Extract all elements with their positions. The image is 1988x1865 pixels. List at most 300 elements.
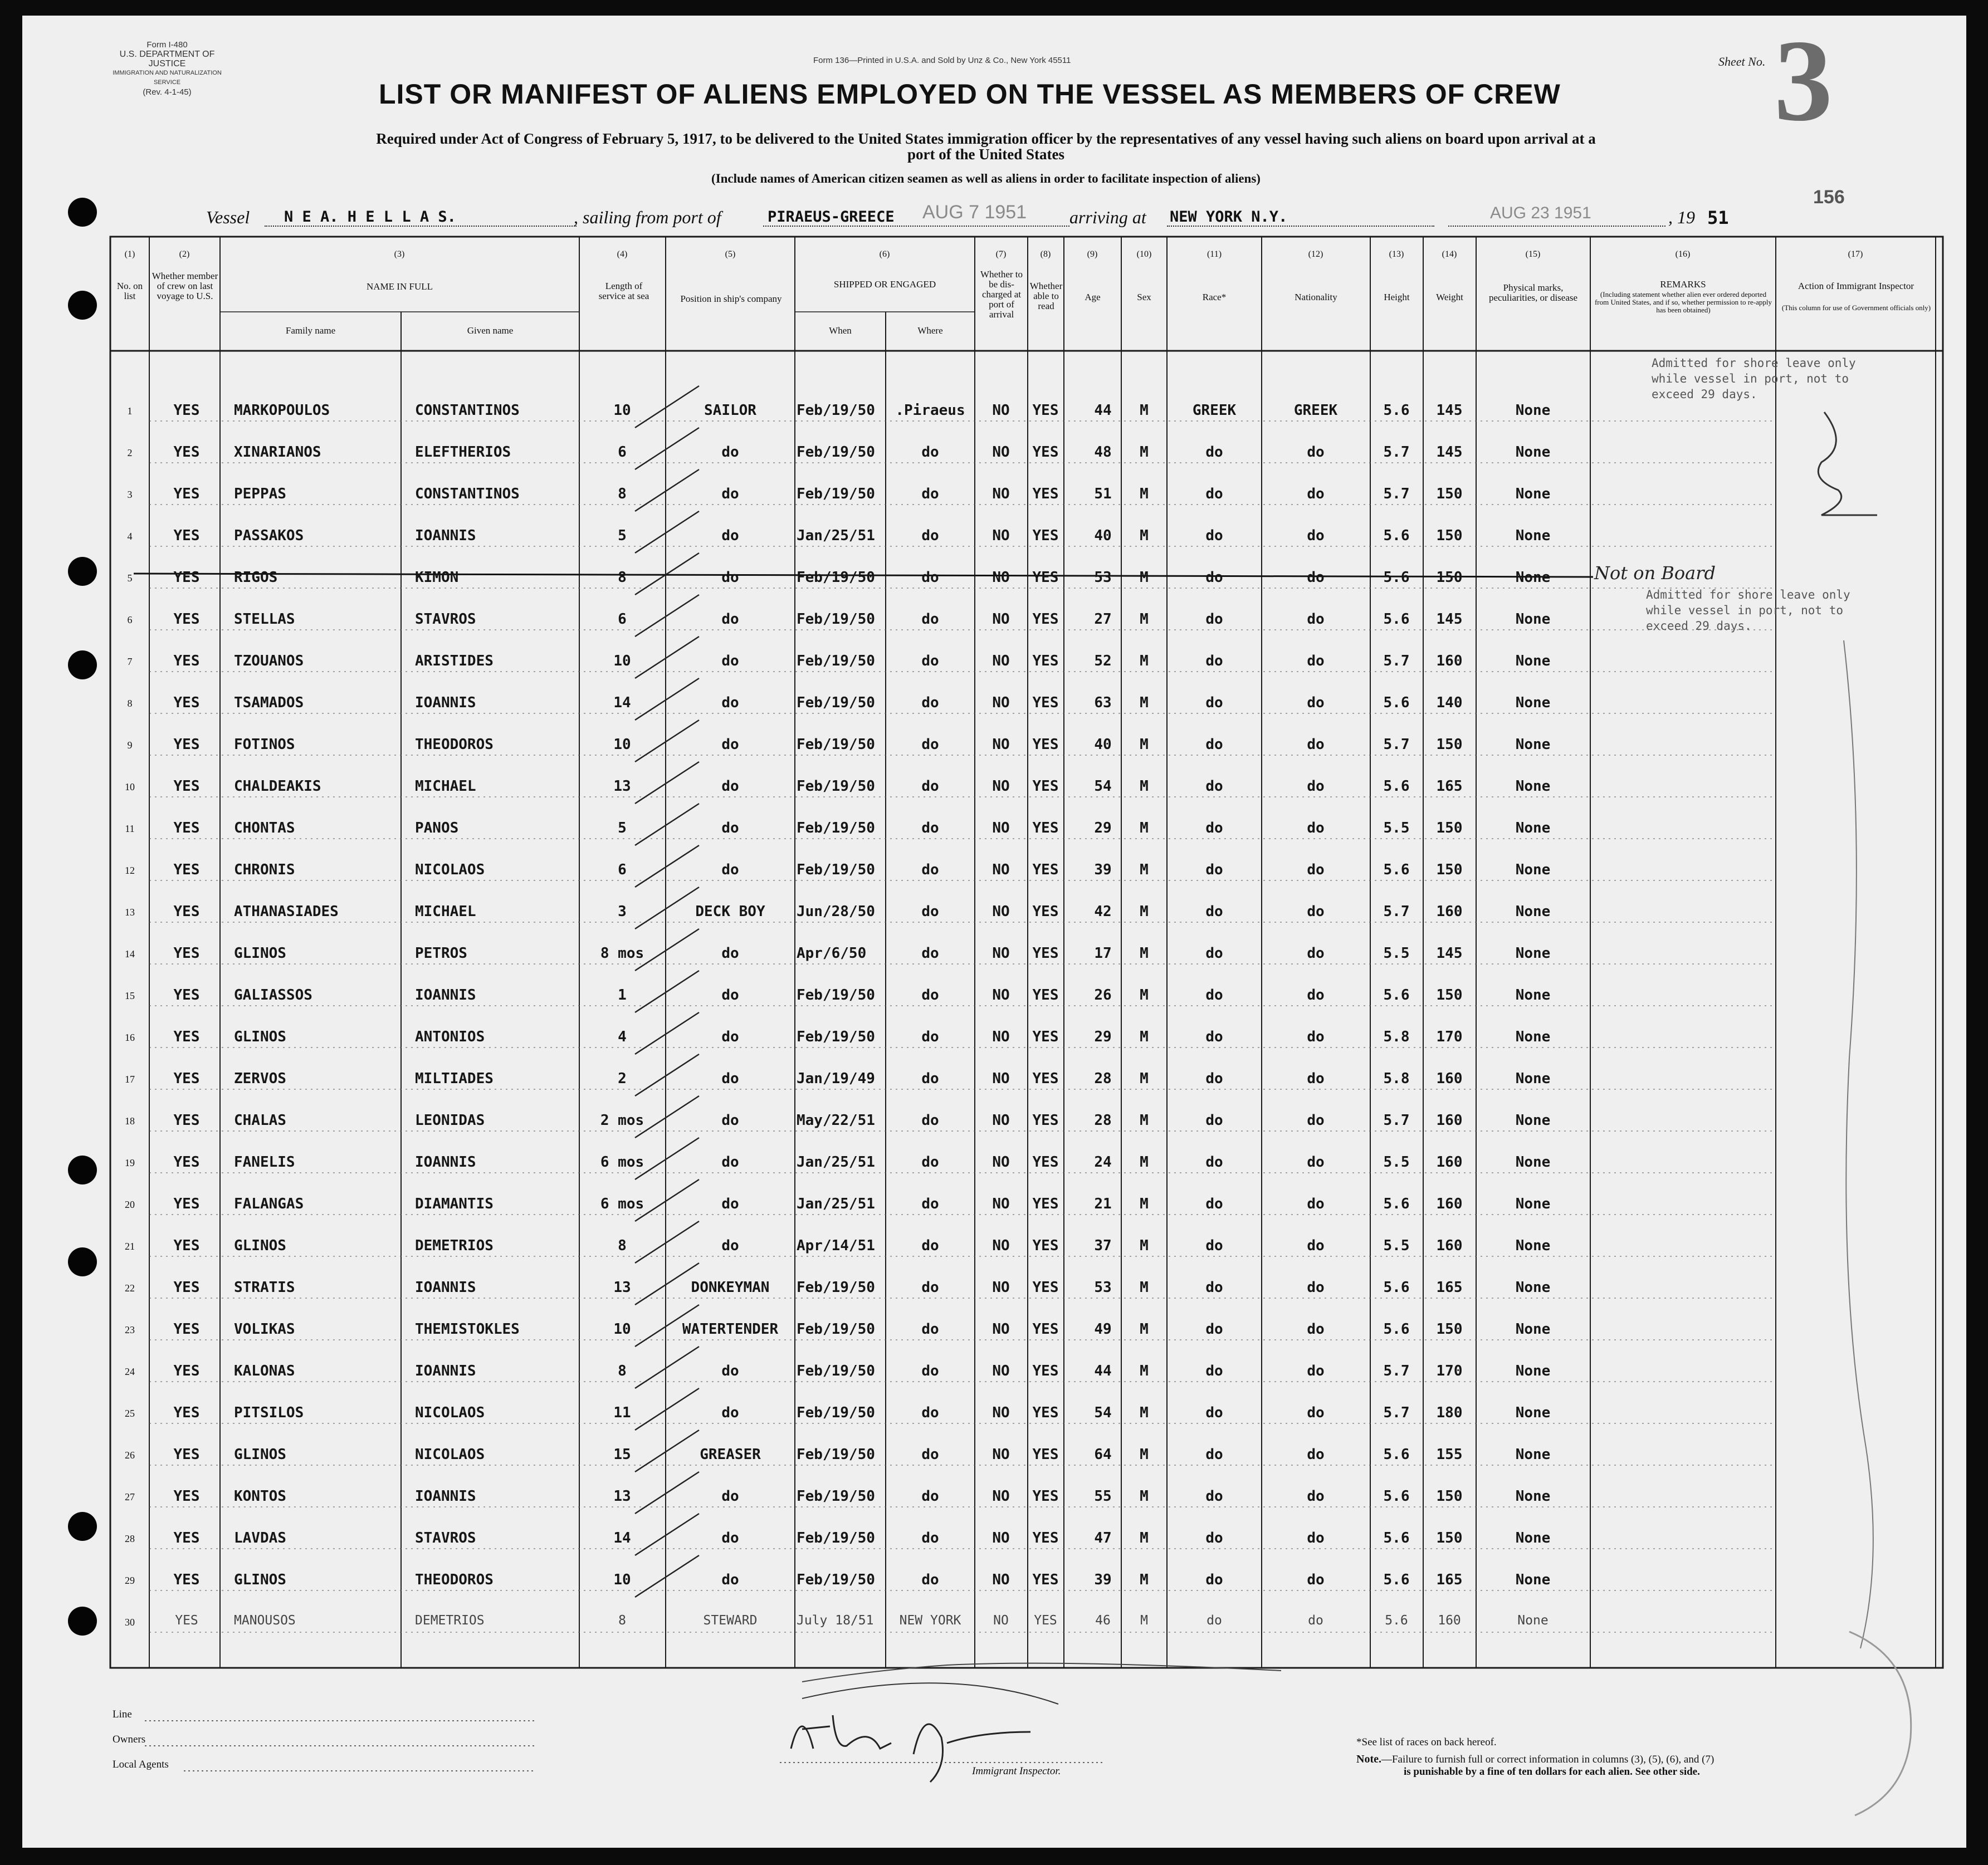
position-cell: do xyxy=(721,1404,739,1421)
service-length-cell: 10 xyxy=(613,1321,631,1338)
column-number: (9) xyxy=(1087,249,1098,259)
nationality-cell: do xyxy=(1307,1446,1325,1463)
physical-marks-cell: None xyxy=(1515,987,1551,1004)
crew-member-cell: YES xyxy=(173,945,200,962)
col-header-no: No. on list xyxy=(116,281,143,301)
column-number: (2) xyxy=(179,249,190,259)
family-name-cell: VOLIKAS xyxy=(234,1321,295,1338)
given-name-cell: THEMISTOKLES xyxy=(415,1321,520,1338)
footer-owners-label: Owners xyxy=(113,1734,146,1745)
revision: (Rev. 4-1-45) xyxy=(143,87,192,97)
given-name-cell: DIAMANTIS xyxy=(415,1196,494,1212)
sex-cell: M xyxy=(1140,1488,1149,1505)
able-to-read-cell: YES xyxy=(1032,903,1059,920)
physical-marks-cell: None xyxy=(1515,1404,1551,1421)
age-cell: 27 xyxy=(1094,611,1112,628)
crew-member-cell: YES xyxy=(173,1530,200,1546)
row-number: 6 xyxy=(127,614,133,625)
weight-cell: 150 xyxy=(1436,486,1463,502)
race-cell: do xyxy=(1205,1572,1223,1588)
able-to-read-cell: YES xyxy=(1032,1488,1059,1505)
age-cell: 28 xyxy=(1094,1112,1112,1129)
height-cell: 5.7 xyxy=(1383,903,1410,920)
position-cell: do xyxy=(721,653,739,669)
shipped-where-cell: do xyxy=(921,1279,939,1296)
shipped-where-cell: do xyxy=(921,1446,939,1463)
sex-cell: M xyxy=(1140,945,1149,962)
race-cell: do xyxy=(1205,527,1223,544)
physical-marks-cell: None xyxy=(1515,778,1551,795)
race-cell: do xyxy=(1205,736,1223,753)
weight-cell: 180 xyxy=(1436,1404,1463,1421)
race-cell: do xyxy=(1205,1404,1223,1421)
weight-cell: 165 xyxy=(1436,1572,1463,1588)
discharged-cell: NO xyxy=(992,1530,1010,1546)
sex-cell: M xyxy=(1140,1321,1149,1338)
weight-cell: 160 xyxy=(1436,1154,1463,1171)
weight-cell: 160 xyxy=(1436,1196,1463,1212)
weight-cell: 150 xyxy=(1436,736,1463,753)
weight-cell: 170 xyxy=(1436,1029,1463,1045)
race-cell: do xyxy=(1205,945,1223,962)
col-header-family: Family name xyxy=(285,325,336,336)
row-number: 16 xyxy=(125,1032,135,1043)
col-header-remarks: REMARKS xyxy=(1660,279,1706,290)
subtitle-include: (Include names of American citizen seamen as well as aliens in order to facilitate inspection of aliens) xyxy=(711,172,1261,185)
shipped-where-cell: do xyxy=(921,736,939,753)
footer-agents-label: Local Agents xyxy=(113,1759,169,1770)
service-length-cell: 13 xyxy=(613,778,631,795)
penalty-note: Note.—Failure to furnish full or correct information in columns (3), (5), (6), and (7) is punishable by a fine of ten dollars for each alien. See other side. xyxy=(1356,1753,1715,1778)
col-header-read: Whether able to read xyxy=(1029,281,1063,311)
col-header-marks: Physical marks, peculiarities, or disease xyxy=(1488,282,1578,303)
age-cell: 40 xyxy=(1094,736,1112,753)
crew-member-cell: YES xyxy=(173,1154,200,1171)
height-cell: 5.5 xyxy=(1383,820,1410,836)
family-name-cell: TZOUANOS xyxy=(234,653,304,669)
family-name-cell: GLINOS xyxy=(234,1572,286,1588)
crew-member-cell: YES xyxy=(173,820,200,836)
shipped-when-cell: Jan/25/51 xyxy=(797,1196,875,1212)
shipped-when-cell: Jan/25/51 xyxy=(797,1154,875,1171)
crew-member-cell: YES xyxy=(173,987,200,1004)
column-number: (7) xyxy=(995,249,1007,259)
race-cell: do xyxy=(1205,444,1223,461)
nationality-cell: do xyxy=(1307,1279,1325,1296)
age-cell: 52 xyxy=(1094,653,1112,669)
shipped-when-cell: Feb/19/50 xyxy=(797,569,875,586)
shipped-when-cell: Feb/19/50 xyxy=(797,1321,875,1338)
sex-cell: M xyxy=(1140,1404,1149,1421)
row-number: 10 xyxy=(125,781,135,792)
family-name-cell: CHALDEAKIS xyxy=(234,778,321,795)
able-to-read-cell: YES xyxy=(1032,486,1059,502)
physical-marks-cell: None xyxy=(1515,653,1551,669)
age-cell: 48 xyxy=(1094,444,1112,461)
nationality-cell: do xyxy=(1307,1363,1325,1379)
physical-marks-cell: None xyxy=(1515,861,1551,878)
age-cell: 64 xyxy=(1094,1446,1112,1463)
physical-marks-cell: None xyxy=(1515,1237,1551,1254)
given-name-cell: IOANNIS xyxy=(415,987,476,1004)
discharged-cell: NO xyxy=(992,736,1010,753)
sex-cell: M xyxy=(1140,987,1149,1004)
family-name-cell: CHRONIS xyxy=(234,861,295,878)
able-to-read-cell: YES xyxy=(1032,778,1059,795)
shipped-when-cell: Jan/19/49 xyxy=(797,1070,875,1087)
shipped-where-cell: do xyxy=(921,611,939,628)
service-length-cell: 6 xyxy=(618,444,627,461)
position-cell: do xyxy=(721,1572,739,1588)
column-number: (13) xyxy=(1389,249,1404,259)
position-cell: do xyxy=(721,861,739,878)
weight-cell: 150 xyxy=(1436,1488,1463,1505)
position-cell: do xyxy=(721,778,739,795)
col-header-race: Race* xyxy=(1202,292,1227,302)
physical-marks-cell: None xyxy=(1515,694,1551,711)
crew-member-cell: YES xyxy=(173,1279,200,1296)
column-number: (11) xyxy=(1207,249,1222,259)
service-length-cell: 14 xyxy=(613,694,631,711)
sex-cell: M xyxy=(1140,1196,1149,1212)
able-to-read-cell: YES xyxy=(1032,1404,1059,1421)
column-number: (1) xyxy=(124,249,135,259)
service: IMMIGRATION AND NATURALIZATION SERVICE xyxy=(113,70,222,86)
sailing-label: , sailing from port of xyxy=(574,207,721,227)
department: U.S. DEPARTMENT OF JUSTICE xyxy=(119,50,215,68)
height-cell: 5.6 xyxy=(1383,611,1410,628)
service-length-cell: 8 xyxy=(618,569,627,586)
position-cell: WATERTENDER xyxy=(682,1321,779,1338)
race-cell: GREEK xyxy=(1192,402,1237,419)
discharged-cell: NO xyxy=(992,1196,1010,1212)
family-name-cell: STELLAS xyxy=(234,611,295,628)
shipped-where-cell: do xyxy=(921,903,939,920)
height-cell: 5.5 xyxy=(1383,1154,1410,1171)
col-header-action: Action of Immigrant Inspector xyxy=(1797,281,1914,291)
shipped-when-cell: Feb/19/50 xyxy=(797,1488,875,1505)
row-number: 17 xyxy=(125,1074,135,1085)
crew-member-cell: YES xyxy=(173,569,200,586)
age-cell: 55 xyxy=(1094,1488,1112,1505)
weight-cell: 160 xyxy=(1438,1613,1461,1628)
height-cell: 5.8 xyxy=(1383,1070,1410,1087)
sex-cell: M xyxy=(1140,1237,1149,1254)
col-header-sex: Sex xyxy=(1137,292,1151,302)
physical-marks-cell: None xyxy=(1515,402,1551,419)
position-cell: do xyxy=(721,1112,739,1129)
shipped-where-cell: do xyxy=(921,1070,939,1087)
shipped-where-cell: do xyxy=(921,527,939,544)
family-name-cell: STRATIS xyxy=(234,1279,295,1296)
discharged-cell: NO xyxy=(992,653,1010,669)
age-cell: 47 xyxy=(1094,1530,1112,1546)
shipped-when-cell: Feb/19/50 xyxy=(797,861,875,878)
position-cell: do xyxy=(721,945,739,962)
physical-marks-cell: None xyxy=(1515,1488,1551,1505)
age-cell: 29 xyxy=(1094,820,1112,836)
family-name-cell: CHALAS xyxy=(234,1112,286,1129)
age-cell: 21 xyxy=(1094,1196,1112,1212)
col-header-position: Position in ship's company xyxy=(680,293,782,304)
discharged-cell: NO xyxy=(992,1154,1010,1171)
inspector-label: Immigrant Inspector. xyxy=(972,1765,1061,1777)
col-header-weight: Weight xyxy=(1436,292,1463,302)
service-length-cell: 4 xyxy=(618,1029,627,1045)
service-length-cell: 3 xyxy=(618,903,627,920)
family-name-cell: GLINOS xyxy=(234,1237,286,1254)
physical-marks-cell: None xyxy=(1515,903,1551,920)
sex-cell: M xyxy=(1140,444,1149,461)
family-name-cell: FANELIS xyxy=(234,1154,295,1171)
family-name-cell: GLINOS xyxy=(234,1446,286,1463)
column-number: (6) xyxy=(879,249,890,259)
discharged-cell: NO xyxy=(992,861,1010,878)
shipped-when-cell: Feb/19/50 xyxy=(797,444,875,461)
sex-cell: M xyxy=(1140,569,1149,586)
given-name-cell: MICHAEL xyxy=(415,778,476,795)
age-cell: 40 xyxy=(1094,527,1112,544)
race-cell: do xyxy=(1205,1112,1223,1129)
discharged-cell: NO xyxy=(992,1321,1010,1338)
row-number: 9 xyxy=(127,740,133,751)
row-number: 1 xyxy=(127,405,133,417)
given-name-cell: IOANNIS xyxy=(415,694,476,711)
family-name-cell: PITSILOS xyxy=(234,1404,304,1421)
sex-cell: M xyxy=(1140,861,1149,878)
row-number: 13 xyxy=(125,907,135,918)
crew-member-cell: YES xyxy=(173,527,200,544)
race-cell: do xyxy=(1205,611,1223,628)
shipped-when-cell: Apr/6/50 xyxy=(797,945,867,962)
service-length-cell: 10 xyxy=(613,736,631,753)
race-cell: do xyxy=(1205,1196,1223,1212)
age-cell: 51 xyxy=(1094,486,1112,502)
position-cell: do xyxy=(721,987,739,1004)
height-cell: 5.6 xyxy=(1383,1488,1410,1505)
race-cell: do xyxy=(1205,1446,1223,1463)
discharged-cell: NO xyxy=(992,1029,1010,1045)
discharged-cell: NO xyxy=(992,778,1010,795)
col-header-when: When xyxy=(829,325,852,336)
form-number: Form I-480 xyxy=(146,40,188,50)
height-cell: 5.7 xyxy=(1383,653,1410,669)
crew-member-cell: YES xyxy=(173,444,200,461)
nationality-cell: do xyxy=(1307,444,1325,461)
row-number: 30 xyxy=(125,1617,135,1628)
discharged-cell: NO xyxy=(992,1112,1010,1129)
sex-cell: M xyxy=(1140,1279,1149,1296)
row-number: 3 xyxy=(127,489,133,500)
nationality-cell: do xyxy=(1307,527,1325,544)
service-length-cell: 6 xyxy=(618,611,627,628)
height-cell: 5.6 xyxy=(1383,987,1410,1004)
weight-cell: 150 xyxy=(1436,861,1463,878)
row-number: 24 xyxy=(125,1366,135,1377)
given-name-cell: STAVROS xyxy=(415,1530,476,1546)
position-cell: do xyxy=(721,820,739,836)
given-name-cell: NICOLAOS xyxy=(415,861,485,878)
shipped-when-cell: Feb/19/50 xyxy=(797,736,875,753)
family-name-cell: TSAMADOS xyxy=(234,694,304,711)
family-name-cell: ATHANASIADES xyxy=(234,903,339,920)
race-cell: do xyxy=(1205,1154,1223,1171)
able-to-read-cell: YES xyxy=(1032,1530,1059,1546)
able-to-read-cell: YES xyxy=(1032,736,1059,753)
shipped-where-cell: do xyxy=(921,820,939,836)
service-length-cell: 8 xyxy=(618,1237,627,1254)
family-name-cell: PEPPAS xyxy=(234,486,286,502)
race-cell: do xyxy=(1205,778,1223,795)
shipped-when-cell: Feb/19/50 xyxy=(797,1572,875,1588)
shipped-when-cell: Jan/25/51 xyxy=(797,527,875,544)
able-to-read-cell: YES xyxy=(1032,1321,1059,1338)
service-length-cell: 10 xyxy=(613,402,631,419)
position-cell: do xyxy=(721,1154,739,1171)
able-to-read-cell: YES xyxy=(1032,402,1059,419)
physical-marks-cell: None xyxy=(1515,1530,1551,1546)
shipped-when-cell: July 18/51 xyxy=(797,1613,874,1628)
shipped-when-cell: Feb/19/50 xyxy=(797,694,875,711)
family-name-cell: KONTOS xyxy=(234,1488,286,1505)
given-name-cell: LEONIDAS xyxy=(415,1112,485,1129)
given-name-cell: ELEFTHERIOS xyxy=(415,444,511,461)
nationality-cell: do xyxy=(1307,611,1325,628)
sheet-label: Sheet No. xyxy=(1718,55,1766,68)
given-name-cell: ARISTIDES xyxy=(415,653,494,669)
shipped-where-cell: do xyxy=(921,1572,939,1588)
family-name-cell: CHONTAS xyxy=(234,820,295,836)
service-length-cell: 10 xyxy=(613,1572,631,1588)
shipped-when-cell: Feb/19/50 xyxy=(797,1446,875,1463)
able-to-read-cell: YES xyxy=(1032,1363,1059,1379)
crew-member-cell: YES xyxy=(173,1321,200,1338)
crew-member-cell: YES xyxy=(173,861,200,878)
shipped-when-cell: Feb/19/50 xyxy=(797,820,875,836)
physical-marks-cell: None xyxy=(1515,1321,1551,1338)
sex-cell: M xyxy=(1140,778,1149,795)
family-name-cell: PASSAKOS xyxy=(234,527,304,544)
shipped-where-cell: .Piraeus xyxy=(895,402,965,419)
discharged-cell: NO xyxy=(992,611,1010,628)
sheet-number: 3 xyxy=(1774,16,1833,145)
given-name-cell: KIMON xyxy=(415,569,459,586)
able-to-read-cell: YES xyxy=(1032,1237,1059,1254)
position-cell: DECK BOY xyxy=(695,903,765,920)
race-cell: do xyxy=(1205,1279,1223,1296)
height-cell: 5.8 xyxy=(1383,1029,1410,1045)
weight-cell: 150 xyxy=(1436,569,1463,586)
height-cell: 5.5 xyxy=(1383,1237,1410,1254)
position-cell: SAILOR xyxy=(704,402,756,419)
family-name-cell: MANOUSOS xyxy=(234,1613,296,1628)
row-number: 8 xyxy=(127,698,133,709)
service-length-cell: 15 xyxy=(613,1446,631,1463)
position-cell: do xyxy=(721,694,739,711)
nationality-cell: do xyxy=(1307,1154,1325,1171)
weight-cell: 150 xyxy=(1436,820,1463,836)
shipped-when-cell: Feb/19/50 xyxy=(797,987,875,1004)
discharged-cell: NO xyxy=(992,486,1010,502)
service-length-cell: 13 xyxy=(613,1279,631,1296)
row-number: 18 xyxy=(125,1115,135,1127)
nationality-cell: do xyxy=(1307,486,1325,502)
nationality-cell: GREEK xyxy=(1293,402,1338,419)
nationality-cell: do xyxy=(1307,1070,1325,1087)
height-cell: 5.6 xyxy=(1383,527,1410,544)
nationality-cell: do xyxy=(1307,1112,1325,1129)
age-cell: 53 xyxy=(1094,1279,1112,1296)
discharged-cell: NO xyxy=(992,1279,1010,1296)
races-note: *See list of races on back hereof. xyxy=(1356,1736,1497,1748)
nationality-cell: do xyxy=(1307,861,1325,878)
shipped-where-cell: do xyxy=(921,1029,939,1045)
family-name-cell: LAVDAS xyxy=(234,1530,286,1546)
year-prefix: , 19 xyxy=(1668,207,1695,227)
crew-member-cell: YES xyxy=(173,736,200,753)
nationality-cell: do xyxy=(1307,1321,1325,1338)
crew-member-cell: YES xyxy=(173,1446,200,1463)
row-number: 25 xyxy=(125,1408,135,1419)
discharged-cell: NO xyxy=(992,1572,1010,1588)
nationality-cell: do xyxy=(1307,820,1325,836)
given-name-cell: ANTONIOS xyxy=(415,1029,485,1045)
sex-cell: M xyxy=(1140,486,1149,502)
crew-member-cell: YES xyxy=(173,1572,200,1588)
shipped-where-cell: do xyxy=(921,1196,939,1212)
able-to-read-cell: YES xyxy=(1032,1196,1059,1212)
shipped-when-cell: Feb/19/50 xyxy=(797,402,875,419)
row-number: 20 xyxy=(125,1199,135,1210)
column-number: (10) xyxy=(1136,249,1152,259)
height-cell: 5.6 xyxy=(1383,694,1410,711)
race-cell: do xyxy=(1205,1363,1223,1379)
race-cell: do xyxy=(1205,569,1223,586)
physical-marks-cell: None xyxy=(1515,1446,1551,1463)
race-cell: do xyxy=(1205,861,1223,878)
nationality-cell: do xyxy=(1307,987,1325,1004)
nationality-cell: do xyxy=(1307,778,1325,795)
column-number: (8) xyxy=(1040,249,1051,259)
given-name-cell: THEODOROS xyxy=(415,1572,494,1588)
weight-cell: 160 xyxy=(1436,653,1463,669)
height-cell: 5.5 xyxy=(1383,945,1410,962)
age-cell: 39 xyxy=(1094,861,1112,878)
position-cell: do xyxy=(721,1029,739,1045)
sex-cell: M xyxy=(1140,820,1149,836)
given-name-cell: NICOLAOS xyxy=(415,1446,485,1463)
sex-cell: M xyxy=(1140,1029,1149,1045)
physical-marks-cell: None xyxy=(1515,1154,1551,1171)
age-cell: 44 xyxy=(1094,402,1112,419)
sex-cell: M xyxy=(1140,1112,1149,1129)
age-cell: 39 xyxy=(1094,1572,1112,1588)
height-cell: 5.6 xyxy=(1383,861,1410,878)
shipped-when-cell: Apr/14/51 xyxy=(797,1237,875,1254)
height-cell: 5.6 xyxy=(1383,569,1410,586)
race-cell: do xyxy=(1205,1530,1223,1546)
weight-cell: 150 xyxy=(1436,527,1463,544)
weight-cell: 145 xyxy=(1436,402,1463,419)
arrival-port: NEW YORK N.Y. xyxy=(1170,208,1288,226)
row-number: 7 xyxy=(127,656,133,667)
position-cell: STEWARD xyxy=(703,1613,758,1628)
able-to-read-cell: YES xyxy=(1032,653,1059,669)
sex-cell: M xyxy=(1140,736,1149,753)
service-length-cell: 6 mos xyxy=(600,1196,644,1212)
position-cell: do xyxy=(721,1488,739,1505)
crew-member-cell: YES xyxy=(173,1029,200,1045)
